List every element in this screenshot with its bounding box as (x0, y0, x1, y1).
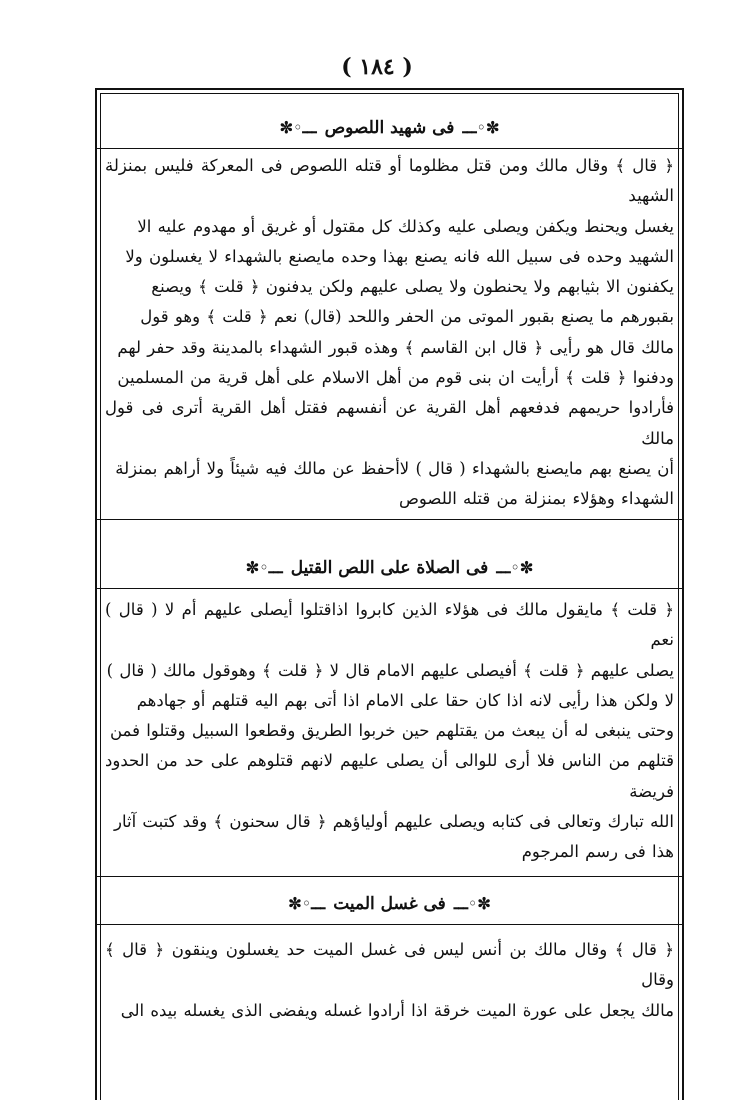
text-line: لا ولكن هذا رأيى لانه اذا كان حقا على الامام اذا أتى بهم اليه قتلهم أو جهادهم (136, 690, 674, 710)
section-heading (97, 884, 682, 925)
page-number: ( ١٨٤ ) (341, 54, 413, 80)
text-line: يغسل ويحنط ويكفن ويصلى عليه وكذلك كل مقتول أو غريق أو مهدوم عليه الا (137, 216, 674, 236)
text-line: ودفنوا ﴿ قلت ﴾ أرأيت ان بنى قوم من أهل الاسلام على أهل قرية من المسلمين (117, 368, 674, 388)
text-line: ﴿ قلت ﴾ مايقول مالك فى هؤلاء الذين كابروا اذاقتلوا أيصلى عليهم أم لا ( قال ) نعم (105, 600, 674, 650)
text-line: يكفنون الا بثيابهم ولا يحنطون ولا يصلى عليهم ولكن يدفنون ﴿ قلت ﴾ ويصنع (151, 277, 674, 297)
section-title: فى غسل الميت (333, 894, 446, 914)
section-body (97, 589, 682, 877)
ornament-right: ✼◦ـــ (496, 558, 534, 577)
text-line: الشهداء وهؤلاء بمنزلة من قتله اللصوص (398, 489, 674, 509)
text-line: مالك قال هو رأيى ﴿ قال ابن القاسم ﴾ وهذه قبور الشهداء بالمدينة وقد حفر لهم (117, 337, 674, 357)
section-heading (97, 108, 682, 149)
ornament-right: ✼◦ـــ (453, 894, 491, 913)
ornament-left: ـــ◦✼ (245, 558, 283, 577)
text-line: بقبورهم ما يصنع بقبور الموتى من الحفر واللحد (قال) نعم ﴿ قلت ﴾ وهو قول (140, 307, 674, 327)
text-line: وحتى ينبغى له أن يبعث من يقتلهم حين خربوا الطريق وقطعوا السبيل وقتلوا فمن (109, 721, 674, 741)
text-line: قتلهم من الناس فلا أرى للوالى أن يصلى عليهم لانهم قتلوهم على حد من الحدود فريضة (105, 751, 674, 801)
section-ghusl (97, 884, 682, 1026)
text-line: ﴿ قال ﴾ وقال مالك ومن قتل مظلوما أو قتله اللصوص فى المعركة فليس بمنزلة الشهيد (105, 156, 674, 206)
ornament-left: ـــ◦✼ (279, 118, 317, 137)
section-shahid (97, 108, 682, 520)
section-heading (97, 548, 682, 589)
text-line: أن يصنع بهم مايصنع بالشهداء ( قال ) لاأحفظ عن مالك فيه شيئاً ولا أراهم بمنزلة (115, 458, 674, 478)
section-title: فى شهيد اللصوص (324, 118, 455, 138)
ornament-right: ✼◦ـــ (462, 118, 500, 137)
text-line: مالك يجعل على عورة الميت خرقة اذا أرادوا غسله ويفضى الذى يغسله بيده الى (120, 1000, 674, 1020)
section-title: فى الصلاة على اللص القتيل (290, 558, 489, 578)
text-line: يصلى عليهم ﴿ قلت ﴾ أفيصلى عليهم الامام قال لا ﴿ قلت ﴾ وهوقول مالك ( قال ) (106, 660, 674, 680)
text-line: ﴿ قال ﴾ وقال مالك بن أنس ليس فى غسل الميت حد يغسلون وينقون ﴿ قال ﴾ وقال (105, 940, 674, 990)
section-body (97, 925, 682, 1026)
section-body (97, 149, 682, 520)
text-line: الله تبارك وتعالى فى كتابه ويصلى عليهم أولياؤهم ﴿ قال سحنون ﴾ وقد كتبت آثار (113, 812, 674, 832)
text-line: الشهيد وحده فى سبيل الله فانه يصنع بهذا وحده مايصنع بالشهداء لا يغسلون ولا (125, 246, 674, 266)
text-line: فأرادوا حريمهم فدفعهم أهل القرية عن أنفسهم فقتل أهل القرية أترى فى قول مالك (105, 398, 674, 448)
text-line: هذا فى رسم المرجوم (521, 842, 674, 862)
ornament-left: ـــ◦✼ (288, 894, 326, 913)
text-frame (95, 88, 684, 1100)
section-salat-lis (97, 548, 682, 877)
